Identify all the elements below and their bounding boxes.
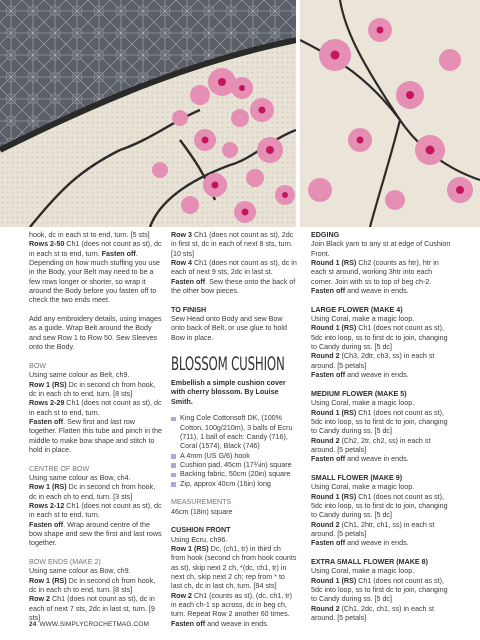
section-heading: CUSHION FRONT bbox=[171, 526, 231, 535]
body-text: Row 1 (RS) Dc in second ch from hook, dc in each ch to end, turn. [3 sts] bbox=[29, 483, 156, 501]
body-text: hook, dc in each st to end, turn. [5 sts] bbox=[29, 231, 150, 239]
pattern-title: BLOSSOM CUSHION bbox=[171, 353, 285, 376]
body-text: Sew Head onto Body and sew Bow onto back of Belt, or use glue to hold Bow in place. bbox=[171, 315, 287, 342]
materials-list bbox=[171, 414, 297, 489]
body-text: Fasten off. Sew first and last row together. Flatten this tube and pinch in the middle to make bow shape and stitch to hold in place. bbox=[29, 417, 162, 454]
section-heading: MEASUREMENTS bbox=[171, 498, 232, 507]
body-text: Round 1 (RS) Ch1 (does not count as st), 5dc into loop, ss to first dc to join, changing to Candy during ss. [5 dc] bbox=[311, 492, 448, 520]
body-text: Rows 2-50 Ch1 (does not count as st), dc in each st to end, turn. Fasten off. Depending on how much stuffing you use in the Body, your Belt may need to be a few rows longer or shorter, so wrap it around the Body before you fasten off to check the two ends meet. bbox=[29, 240, 162, 305]
column-3 bbox=[311, 231, 452, 623]
body-text: Using Coral, make a magic loop. bbox=[311, 315, 415, 324]
body-text: Round 2 (Ch3, 2dtr, ch3, ss) in each st around. [5 petals] bbox=[311, 352, 435, 370]
cushion-photo-main bbox=[0, 0, 296, 227]
section-heading: EXTRA SMALL FLOWER (MAKE 8) bbox=[311, 558, 429, 567]
list-item: King Cole Cottonsoft DK, (100% Cotton, 100g/210m), 3 balls of Ecru (711), 1 ball of each: Candy (716), Coral (1574), Black (746) bbox=[171, 414, 297, 451]
section-heading: BOW bbox=[29, 361, 47, 370]
body-text: Join Black yarn to any st at edge of Cushion Front. bbox=[311, 240, 451, 258]
body-text: Round 2 (Ch2, 2tr, ch2, ss) in each st around. [5 petals] bbox=[311, 436, 431, 454]
list-item: Backing fabric, 50cm (20in) square bbox=[171, 470, 297, 479]
section-heading: EDGING bbox=[311, 231, 340, 239]
body-text: Using same colour as Bow, ch4. bbox=[29, 473, 131, 482]
body-text: Row 2 Ch1 (does not count as st), dc in each of next 7 sts, 2dc in last st, turn. [9 sts] bbox=[29, 595, 155, 623]
body-text: 46cm (18in) square bbox=[171, 507, 233, 516]
body-text: Round 1 (RS) Ch1 (does not count as st), 5dc into loop, ss to first dc to join, changing to Candy during ss. [5 dc] bbox=[311, 576, 448, 604]
section-heading: LARGE FLOWER (MAKE 4) bbox=[311, 305, 403, 314]
section-heading: TO FINISH bbox=[171, 305, 207, 314]
body-text: Round 1 (RS) Ch1 (does not count as st), 5dc into loop, ss to first dc to join, changing to Candy during ss. [5 dc] bbox=[311, 324, 448, 352]
body-text: Using same colour as Belt, ch9. bbox=[29, 371, 130, 380]
body-text: Using Coral, make a magic loop. bbox=[311, 567, 415, 576]
body-text: Using same colour as Bow, ch9. bbox=[29, 567, 131, 576]
body-text: Round 2 (Ch1, 2htr, ch1, ss) in each st around. [5 petals] bbox=[311, 520, 435, 538]
body-text: Row 2 Ch1 (counts as st), (dc, ch1, tr) in each ch-1 sp across, dc in beg ch, turn. Repeat Row 2 another 60 times. bbox=[171, 591, 293, 619]
column-2 bbox=[171, 231, 297, 629]
cushion-photo-main-art bbox=[0, 0, 296, 227]
body-text: Using Ecru, ch96. bbox=[171, 535, 228, 544]
body-text: Rows 2-29 Ch1 (does not count as st), dc in each st to end, turn. bbox=[29, 399, 162, 417]
body-text: Row 1 (RS) Dc, (ch1, tr) in third ch from hook (second ch from hook counts as st), skip next 2 ch, *(dc, ch1, tr) in next ch, skip next 2 ch; rep from * to last ch, dc in last ch, turn. [94 sts] bbox=[171, 544, 297, 591]
body-text: Fasten off and weave in ends. bbox=[171, 619, 269, 628]
body-text: Fasten off. Wrap around centre of the bow shape and sew the first and last rows together. bbox=[29, 520, 162, 548]
column-1 bbox=[29, 231, 163, 623]
section-heading: MEDIUM FLOWER (MAKE 5) bbox=[311, 389, 407, 398]
section-heading: SMALL FLOWER (MAKE 9) bbox=[311, 473, 403, 482]
list-item: A 4mm (US G/6) hook bbox=[171, 452, 297, 461]
page-number: 24 bbox=[29, 621, 37, 628]
body-text: Using Coral, make a magic loop. bbox=[311, 483, 415, 492]
body-text: Fasten off and weave in ends. bbox=[311, 455, 409, 464]
body-text: Row 3 Ch1 (does not count as st), 2dc in first st, dc in each of next 8 sts, turn. [10 sts] bbox=[171, 231, 294, 258]
body-text: Rows 2-12 Ch1 (does not count as st), dc in each st to end, turn. bbox=[29, 501, 162, 520]
section-heading: CENTRE OF BOW bbox=[29, 464, 90, 473]
body-text: Fasten off and weave in ends. bbox=[311, 287, 409, 296]
body-text: Add any embroidery details, using images as a guide. Wrap Belt around the Body and sew Row 1 to Row 50. Sew Sleeves onto the Body. bbox=[29, 315, 162, 352]
body-text: Using Coral, make a magic loop. bbox=[311, 399, 415, 408]
body-text: Row 1 (RS) Dc in second ch from hook, dc in each ch to end, turn. [8 sts] bbox=[29, 380, 156, 398]
list-item: Cushion pad, 45cm (17¾in) square bbox=[171, 461, 297, 470]
footer-site-link[interactable]: WWW.SIMPLYCROCHETMAG.COM bbox=[39, 621, 149, 628]
section-heading: BOW ENDS (MAKE 2) bbox=[29, 558, 101, 567]
body-text: Round 2 (Ch1, 2dc, ch1, ss) in each st around. [5 petals] bbox=[311, 604, 435, 623]
page-footer bbox=[29, 621, 149, 628]
body-text: Fasten off. Sew these onto the back of the other bow pieces. bbox=[171, 277, 296, 296]
body-text: Round 1 (RS) Ch1 (does not count as st), 5dc into loop, ss to first dc to join, changing to Candy during ss. [5 dc] bbox=[311, 408, 448, 436]
pattern-intro: Embellish a simple cushion cover with cherry blossom. By Louise Smith. bbox=[171, 379, 286, 406]
body-text: Row 1 (RS) Dc in second ch from hook, dc in each ch to end, turn. [8 sts] bbox=[29, 576, 156, 595]
list-item: Zip, approx 40cm (16in) long bbox=[171, 480, 297, 489]
body-text: Fasten off and weave in ends. bbox=[311, 539, 409, 548]
body-text: Fasten off and weave in ends. bbox=[311, 371, 409, 380]
cushion-photo-detail bbox=[300, 0, 480, 227]
body-text: Row 4 Ch1 (does not count as st), dc in each of next 9 sts, 2dc in last st. bbox=[171, 259, 297, 277]
body-text: Round 1 (RS) Ch2 (counts as htr), htr in each st around, working 3htr into each corner. Join with ss to top of beg ch-2. bbox=[311, 259, 439, 286]
cushion-photo-detail-art bbox=[300, 0, 480, 227]
